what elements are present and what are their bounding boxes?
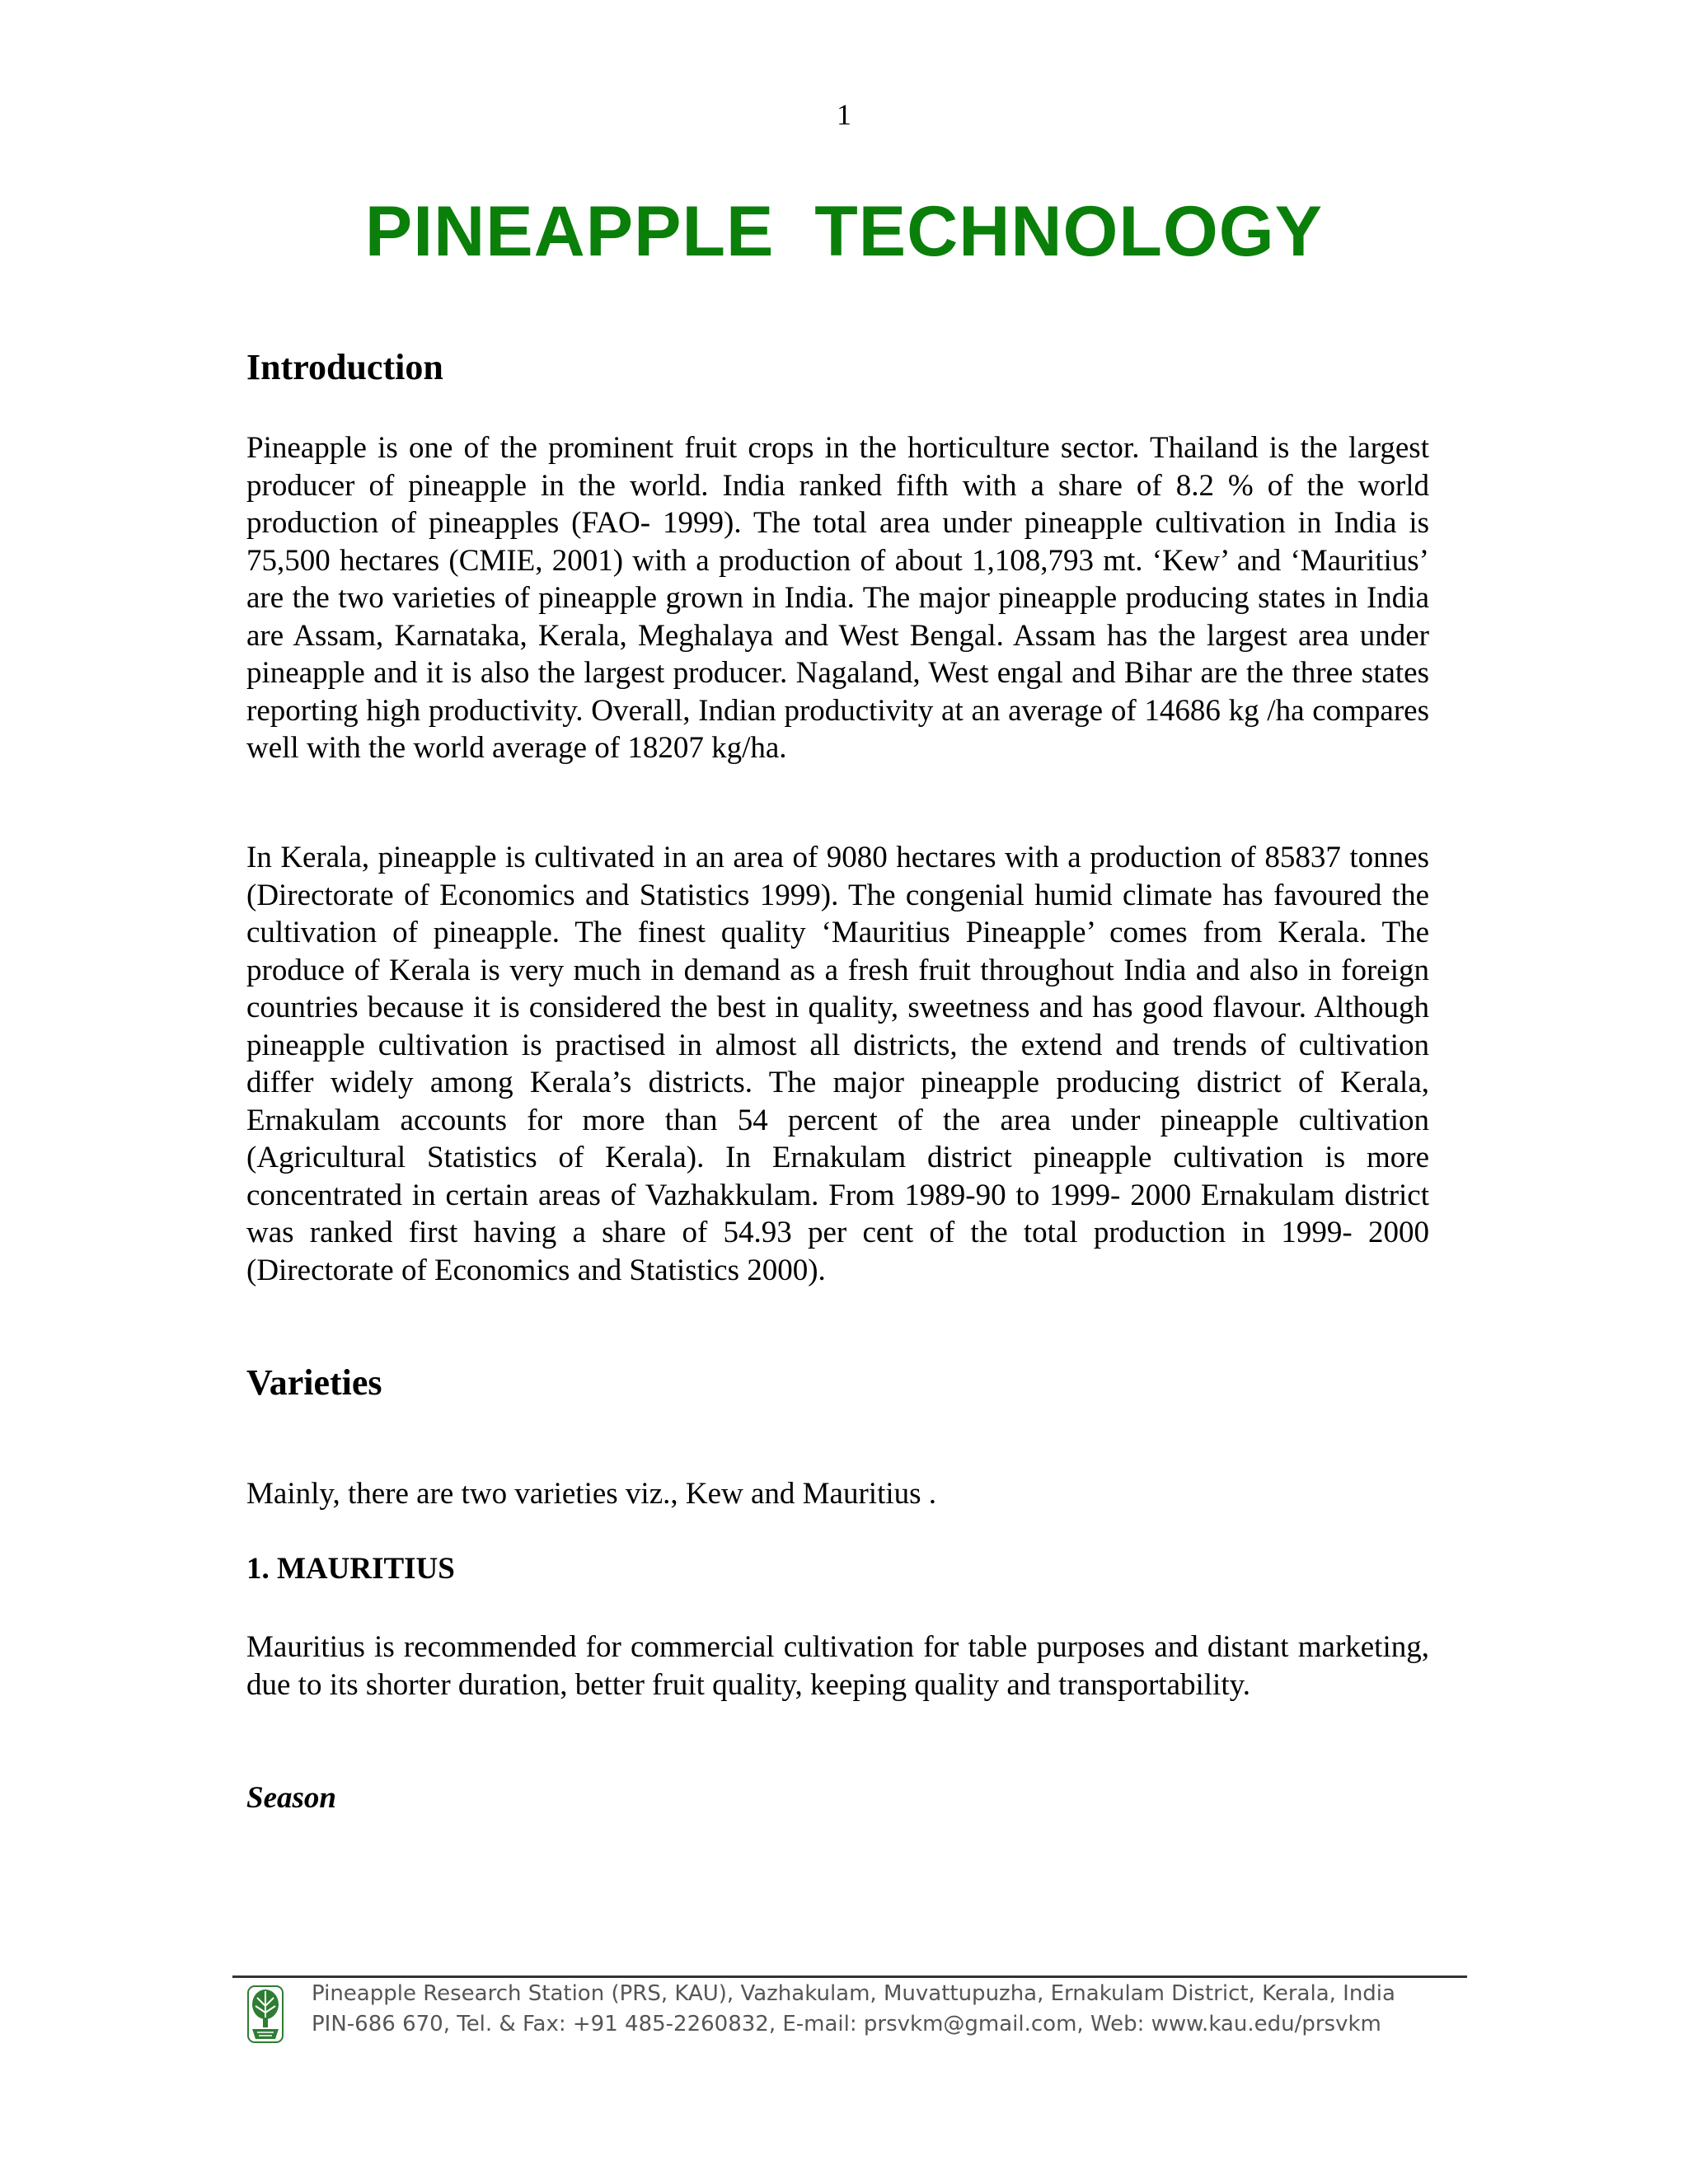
footer-contact-line: PIN-686 670, Tel. & Fax: +91 485-2260832, E-mail: prsvkm@gmail.com, Web: www.kau.edu/prsvkm [312,2012,1381,2036]
footer-address-line: Pineapple Research Station (PRS, KAU), Vazhakulam, Muvattupuzha, Ernakulam District, Kerala, India [312,1981,1395,2006]
introduction-heading: Introduction [246,347,443,387]
document-title: PINEAPPLE TECHNOLOGY [364,192,1324,271]
varieties-intro: Mainly, there are two varieties viz., Kew and Mauritius . [246,1477,937,1511]
introduction-paragraph-2: In Kerala, pineapple is cultivated in an area of 9080 hectares with a production of 85837 tonnes (Directorate of Economics and Statistics 1999). The congenial humid climate has favoured the cultivation of pineapple. The finest quality ‘Mauritius Pineapple’ comes from Kerala. The produce of Kerala is very much in demand as a fresh fruit throughout India and also in foreign countries because it is considered the best in quality, sweetness and has good flavour. Although pineapple cultivation is practised in almost all districts, the extend and trends of cultivation differ widely among Kerala’s districts. The major pineapple producing district of Kerala, Ernakulam accounts for more than 54 percent of the area under pineapple cultivation (Agricultural Statistics of Kerala). In Ernakulam district pineapple cultivation is more concentrated in certain areas of Vazhakkulam. From 1989-90 to 1999- 2000 Ernakulam district was ranked first having a share of 54.93 per cent of the total production in 1999- 2000 (Directorate of Economics and Statistics 2000). [246,841,1429,1287]
page-number: 1 [837,98,851,131]
footer-divider [232,1975,1467,1978]
season-heading: Season [246,1781,336,1815]
kau-logo-icon [247,1985,284,2044]
varieties-heading: Varieties [246,1362,382,1403]
introduction-paragraph-1: Pineapple is one of the prominent fruit crops in the horticulture sector. Thailand is the largest producer of pineapple in the world. India ranked fifth with a share of 8.2 % of the world production of pineapples (FAO- 1999). The total area under pineapple cultivation in India is 75,500 hectares (CMIE, 2001) with a production of about 1,108,793 mt. ‘Kew’ and ‘Mauritius’ are the two varieties of pineapple grown in India. The major pineapple producing states in India are Assam, Karnataka, Kerala, Meghalaya and West Bengal. Assam has the largest area under pineapple and it is also the largest producer. Nagaland, West engal and Bihar are the three states reporting high productivity. Overall, Indian productivity at an average of 14686 kg /ha compares well with the world average of 18207 kg/ha. [246,431,1429,765]
mauritius-paragraph: Mauritius is recommended for commercial cultivation for table purposes and distant marketing, due to its shorter duration, better fruit quality, keeping quality and transportability. [246,1630,1429,1702]
mauritius-heading: 1. MAURITIUS [246,1552,455,1586]
